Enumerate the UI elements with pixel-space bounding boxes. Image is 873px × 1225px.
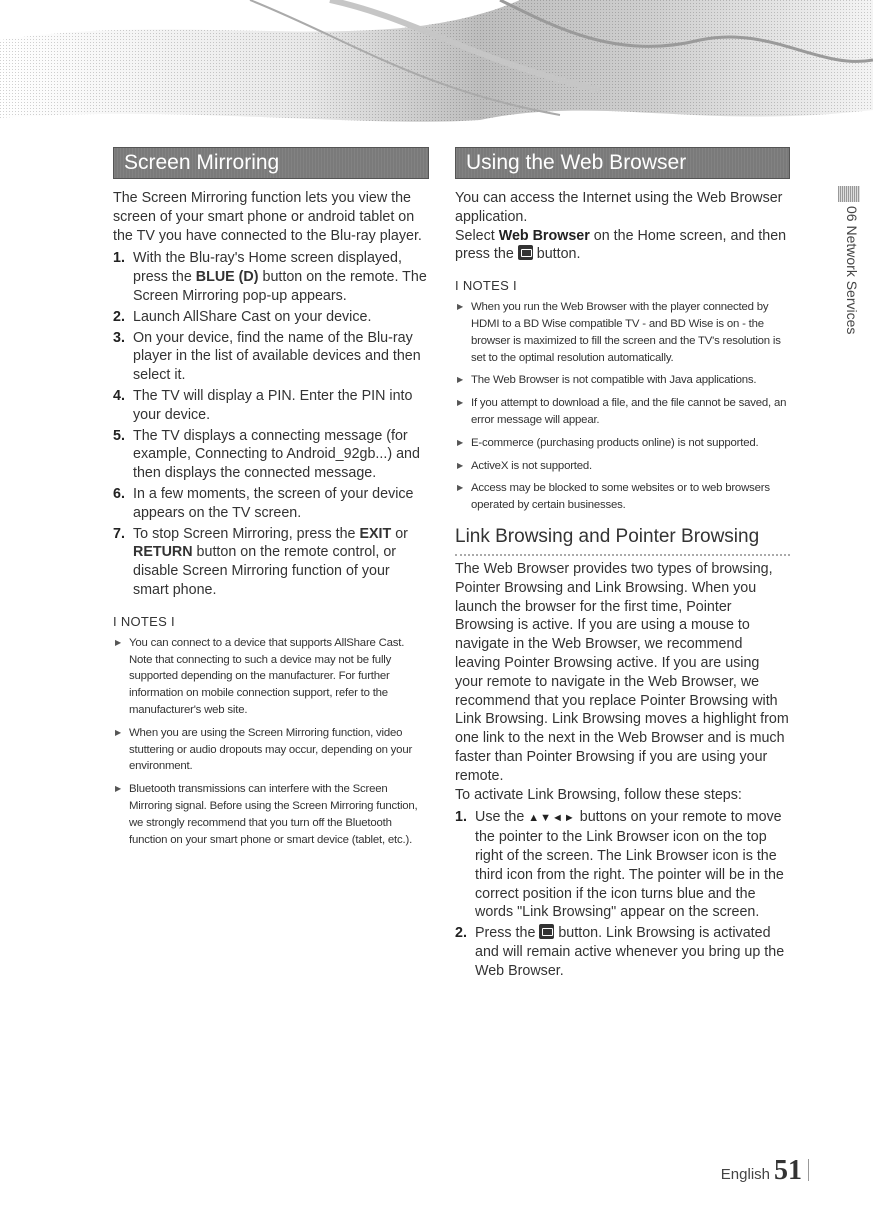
footer-language: English [720, 1166, 770, 1183]
chapter-label: 06 Network Services [844, 206, 860, 335]
step-item: 4. The TV will display a PIN. Enter the PIN into your device. [113, 387, 413, 423]
tab-marker [838, 186, 860, 202]
note-item: ▶ Access may be blocked to some websites or to web browsers operated by certain businesses. [457, 482, 770, 512]
page-footer [721, 1155, 809, 1187]
bullet-icon: ▶ [457, 483, 463, 493]
step-item: 2. Launch AllShare Cast on your device. [113, 308, 372, 325]
bullet-icon: ▶ [457, 398, 463, 408]
bullet-icon: ▶ [115, 637, 121, 647]
notes-list [113, 635, 429, 849]
note-item: ▶ When you are using the Screen Mirroring function, video stuttering or audio dropouts may occur, depending on your environment. [115, 726, 413, 773]
bullet-icon: ▶ [115, 784, 121, 794]
note-item: ▶ ActiveX is not supported. [455, 458, 790, 475]
notes-list [455, 299, 790, 514]
enter-button-icon [539, 924, 554, 939]
step-item: 3. On your device, find the name of the Blu-ray player in the list of available devices and then select it. [113, 329, 421, 384]
paragraph: To activate Link Browsing, follow these steps: [455, 786, 742, 803]
note-item: ▶ Bluetooth transmissions can interfere with the Screen Mirroring signal. Before using the Screen Mirroring function, we strongly recommend that you turn off the Bluetooth function on your smart phone or smart device (tablet, etc.). [115, 783, 418, 846]
section-title: Using the Web Browser [455, 147, 790, 179]
step-item: 6. In a few moments, the screen of your device appears on the TV screen. [113, 485, 414, 521]
intro-text-2: Select Web Browser on the Home screen, and then press the button. [455, 227, 787, 263]
note-item: ▶ The Web Browser is not compatible with Java applications. [455, 372, 790, 389]
bullet-icon: ▶ [457, 302, 463, 312]
steps-list [113, 249, 429, 599]
paragraph: The Web Browser provides two types of browsing, Pointer Browsing and Link Browsing. When you launch the browser for the first time, Pointer Browsing is active. If you are using a mouse to navigate in the Web Browser, we recommend leaving Pointer Browsing active. If you are using your remote to navigate in the Web Browser, we recommend that you replace Pointer Browsing with Link Browsing. Link Browsing moves a highlight from one link to the next in the Web Browser and is much faster than Pointer Browsing if you are using your remote. [455, 560, 789, 784]
step-item: 5. The TV displays a connecting message (for example, Connecting to Android_92gb...) and then displays the connected message. [113, 427, 420, 482]
page-number: 51 [774, 1155, 802, 1186]
notes-title: I NOTES I [455, 278, 517, 294]
bullet-icon: ▶ [457, 375, 463, 385]
note-item: ▶ When you run the Web Browser with the player connected by HDMI to a BD Wise compatible TV - and BD Wise is on - the browser is maximized to fill the screen and the TV's resolution is set to the optimal resolution automatically. [457, 301, 781, 364]
screen-mirroring-section [113, 147, 429, 854]
step-item: 2. Press the button. Link Browsing is activated and will remain active whenever you bring up the Web Browser. [455, 925, 785, 979]
note-item: ▶ If you attempt to download a file, and the file cannot be saved, an error message will appear. [457, 397, 787, 426]
intro-text: You can access the Internet using the Web Browser application. [455, 190, 783, 225]
chapter-tab [838, 186, 860, 366]
web-browser-section [455, 147, 790, 982]
arrow-buttons-icon: ▲▼◄► [528, 812, 576, 825]
bullet-icon: ▶ [457, 437, 463, 447]
notes-title: I NOTES I [113, 613, 175, 629]
intro-text: The Screen Mirroring function lets you view the screen of your smart phone or android tablet on the TV you have connected to the Blu-ray player. [113, 190, 422, 244]
section-title: Screen Mirroring [113, 147, 429, 179]
subsection-title: Link Browsing and Pointer Browsing [455, 526, 790, 556]
header-decoration [0, 0, 873, 130]
bullet-icon: ▶ [115, 727, 121, 737]
footer-divider [808, 1159, 809, 1181]
step-item: 1. Use the ▲▼◄► buttons on your remote to move the pointer to the Link Browser icon on the top right of the screen. The Link Browser icon is the third icon from the right. The pointer will be in the correct position if the icon turns blue and the words "Link Browsing" appear on the screen. [455, 809, 784, 921]
note-item: ▶ E-commerce (purchasing products online) is not supported. [455, 435, 790, 452]
step-item: 7. To stop Screen Mirroring, press the EXIT or RETURN button on the remote control, or disable Screen Mirroring function of your smart phone. [113, 525, 408, 598]
bullet-icon: ▶ [457, 460, 463, 470]
enter-button-icon [518, 245, 533, 260]
note-item: ▶ You can connect to a device that supports AllShare Cast. Note that connecting to such a device may not be fully supported depending on the manufacturer. For further information on mobile connection support, refer to the manufacturer's web site. [115, 636, 405, 716]
step-item: 1. With the Blu-ray's Home screen displayed, press the BLUE (D) button on the remote. The Screen Mirroring pop-up appears. [113, 250, 427, 304]
steps-list [455, 808, 790, 980]
